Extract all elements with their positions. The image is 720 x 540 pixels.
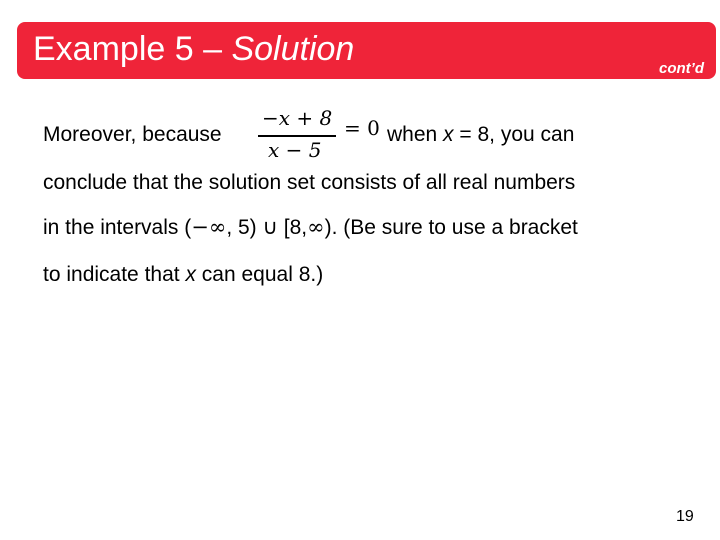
title-bar [17,22,716,79]
text-line-1 [43,122,222,147]
line3-b: , 5) [226,216,257,239]
continued-label: cont’d [659,60,704,77]
line3-d: ). (Be sure to use a bracket [324,216,578,239]
line4-b: can equal 8.) [201,263,324,286]
fraction-denominator: x − 5 [268,138,322,162]
line3-c: [8, [283,216,308,239]
union-symbol: ∪ [262,216,278,239]
text-line-2: conclude that the solution set consists of all real numbers [43,171,576,194]
slide-title [33,29,354,70]
fraction-bar [258,135,336,137]
fraction-numerator: −x + 8 [262,106,333,130]
equals-zero: = 0 [344,116,380,140]
line1-prefix: Moreover, because [43,123,222,146]
line3-a: in the intervals ( [43,216,192,239]
infinity: ∞ [307,215,325,239]
text-line-1-rest [387,122,574,147]
fraction-expression [258,106,338,164]
line1-x: x [443,123,454,146]
page-number: 19 [676,508,694,525]
line4-x: x [185,263,196,286]
line1-when: when [387,123,438,146]
line4-a: to indicate that [43,263,180,286]
title-italic: Solution [231,30,355,68]
text-line-4 [43,262,323,287]
text-line-3 [43,215,578,240]
negative-infinity: −∞ [191,215,227,239]
title-main: Example 5 – [33,30,222,68]
line1-suffix: = 8, you can [459,123,575,146]
